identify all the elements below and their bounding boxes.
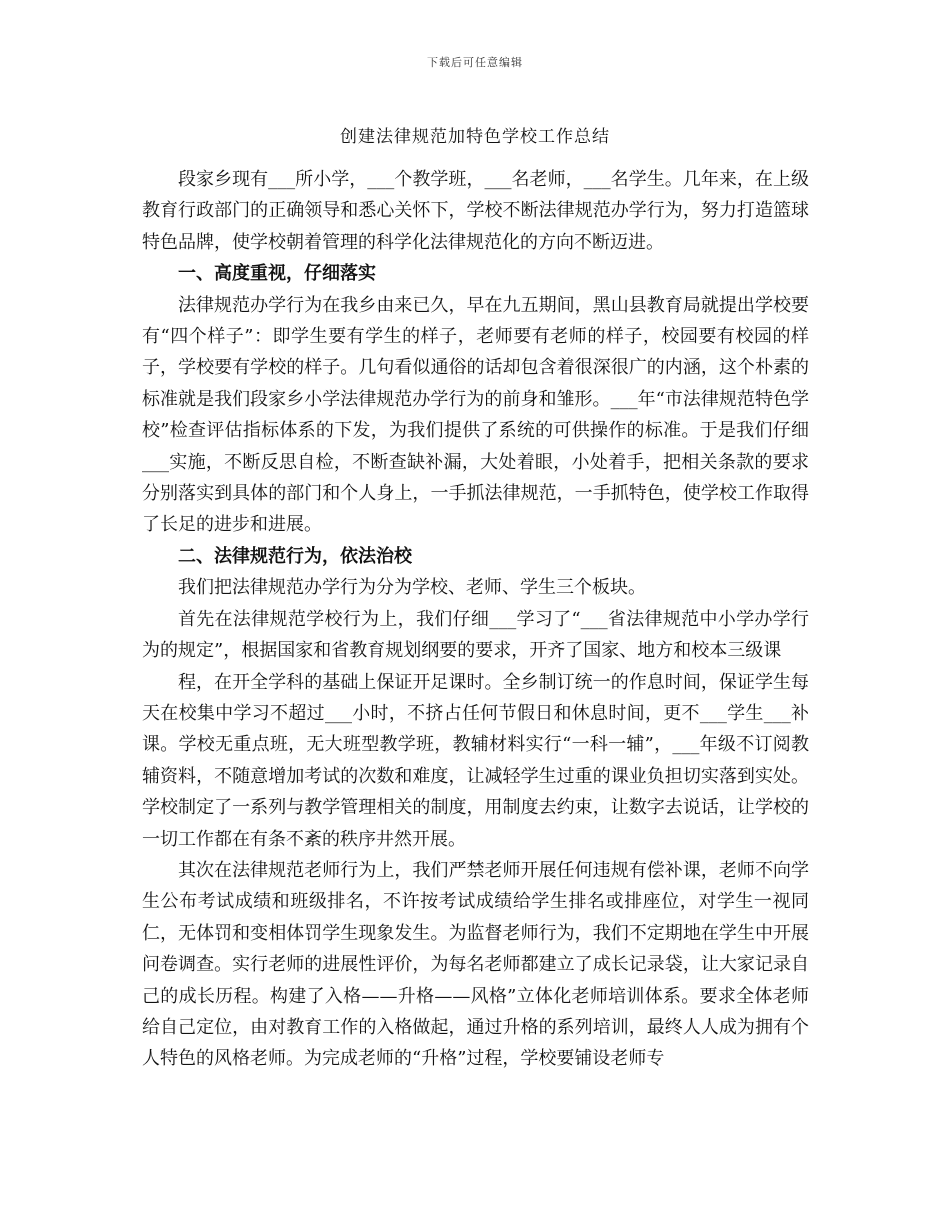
section-heading-2: 二、法律规范行为，依法治校 [178, 545, 412, 567]
document-title: 创建法律规范加特色学校工作总结 [340, 127, 610, 147]
paragraph-section-1: 法律规范办学行为在我乡由来已久，早在九五期间，黑山县教育局就提出学校要有“四个样子”：即学生要有学生的样子，老师要有老师的样子，校园要有校园的样子，学校要有学校的样子。几句看似通俗的话却包含着很深很广的内涵，这个朴素的标准就是我们段家乡小学法律规范办学行为的前身和雏形。___年“市法律规范特色学校”检查评估指标体系的下发，为我们提供了系统的可供操作的标准。于是我们仔细___实施，不断反思自检，不断查缺补漏，大处着眼，小处着手，把相关条款的要求分别落实到具体的部门和个人身上，一手抓法律规范，一手抓特色，使学校工作取得了长足的进步和进展。 [142, 294, 809, 536]
paragraph-intro: 段家乡现有___所小学，___个教学班，___名老师，___名学生。几年来，在上级教育行政部门的正确领导和悉心关怀下，学校不断法律规范办学行为，努力打造篮球特色品牌，使学校朝着管理的科学化法律规范化的方向不断迈进。 [142, 169, 809, 253]
paragraph-three-blocks: 我们把法律规范办学行为分为学校、老师、学生三个板块。 [178, 577, 646, 599]
paragraph-school-behavior: 首先在法律规范学校行为上，我们仔细___学习了“___省法律规范中小学办学行为的规定”，根据国家和省教育规划纲要的要求，开齐了国家、地方和校本三级课 [142, 608, 809, 662]
paragraph-school-behavior-cont: 程，在开全学科的基础上保证开足课时。全乡制订统一的作息时间，保证学生每天在校集中学习不超过___小时，不挤占任何节假日和休息时间，更不___学生___补课。学校无重点班，无大班型教学班，教辅材料实行“一科一辅”，___年级不订阅教辅资料，不随意增加考试的次数和难度，让减轻学生过重的课业负担切实落到实处。学校制定了一系列与教学管理相关的制度，用制度去约束，让数字去说话，让学校的一切工作都在有条不紊的秩序井然开展。 [142, 671, 809, 850]
paragraph-teacher-behavior: 其次在法律规范老师行为上，我们严禁老师开展任何违规有偿补课，老师不向学生公布考试成绩和班级排名，不许按考试成绩给学生排名或排座位，对学生一视同仁，无体罚和变相体罚学生现象发生。为监督老师行为，我们不定期地在学生中开展问卷调查。实行老师的进展性评价，为每名老师都建立了成长记录袋，让大家记录自己的成长历程。构建了入格——升格——风格”立体化老师培训体系。要求全体老师给自己定位，由对教育工作的入格做起，通过升格的系列培训，最终人人成为拥有个人特色的风格老师。为完成老师的“升格”过程，学校要铺设老师专 [142, 859, 809, 1070]
header-note: 下载后可任意编辑 [427, 56, 523, 69]
document-body [142, 164, 809, 1075]
section-heading-1: 一、高度重视，仔细落实 [178, 263, 376, 285]
